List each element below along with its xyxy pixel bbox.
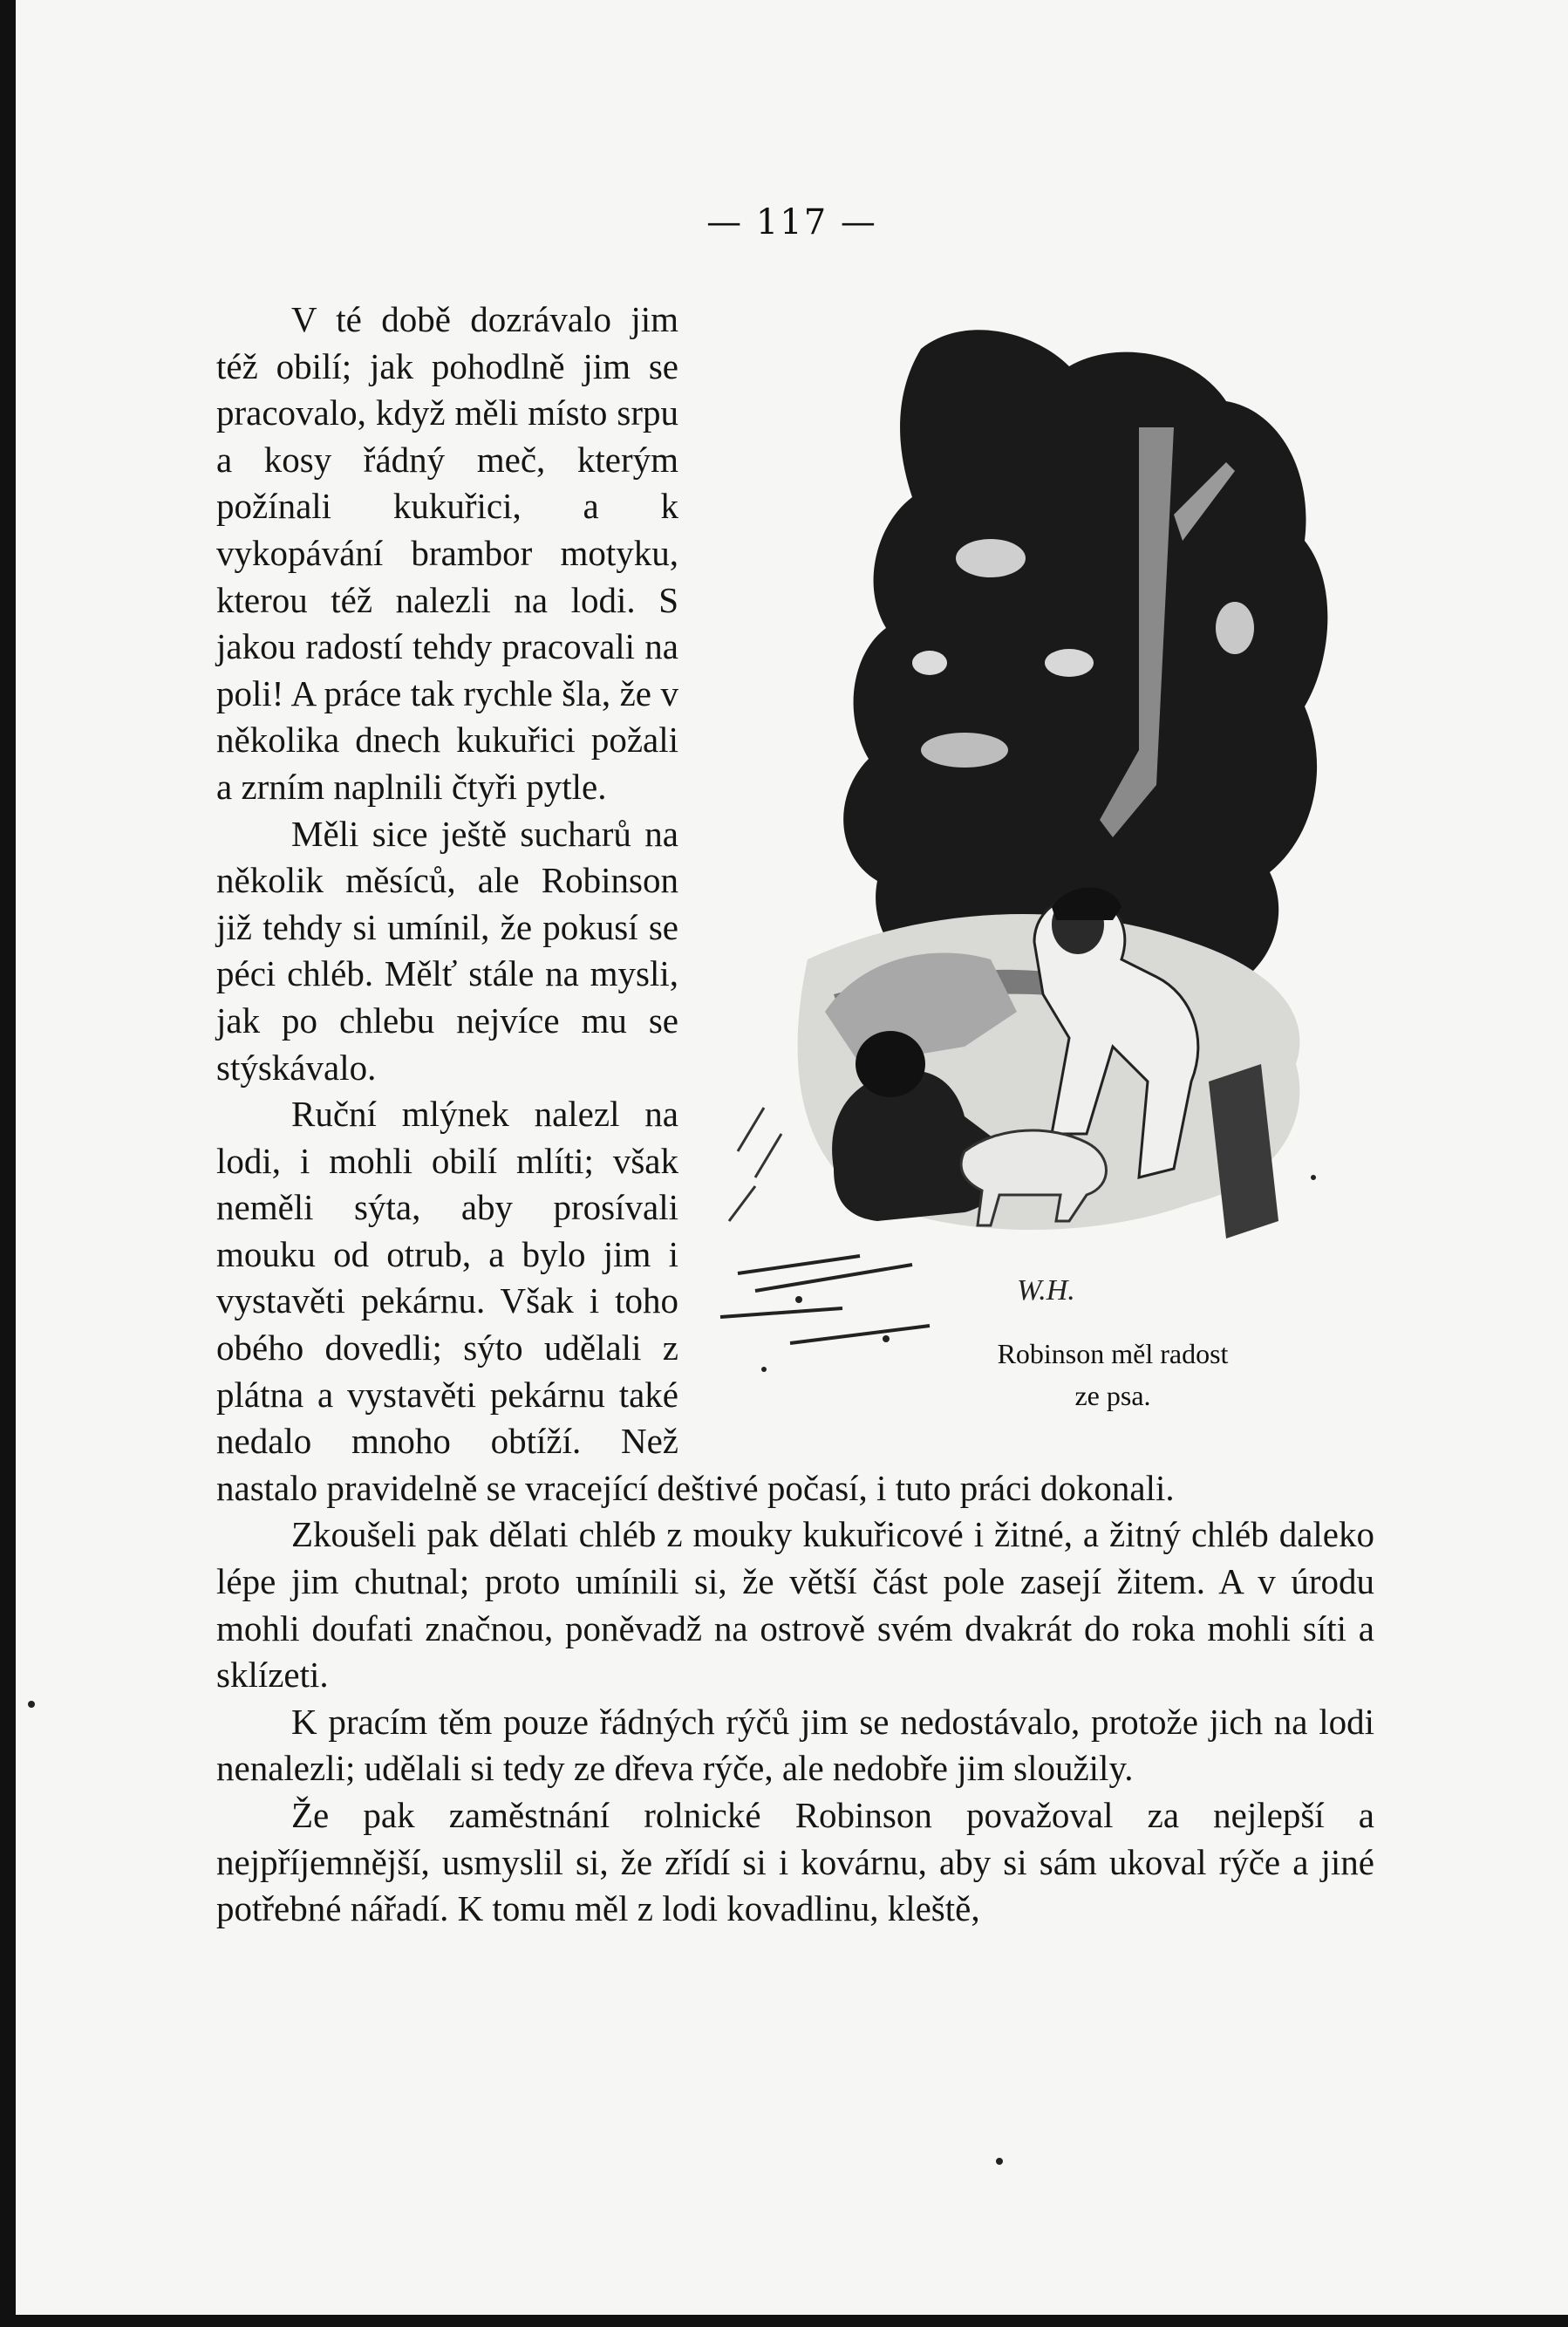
scan-speck [996, 2158, 1003, 2165]
caption-line-1: Robinson měl radost [997, 1338, 1229, 1369]
paragraph: K pracím těm pouze řádných rýčů jim se nedostávalo, protože jich na lodi nenalezli; udělali si tedy ze dřeva rýče, ale nedobře jim sloužily. [216, 1701, 1374, 1789]
paragraph: Měli sice ještě sucharů na několik měsíců, ale Robinson již tehdy si umínil, že pokusí se péci chléb. Mělť stále na mysli, jak po chlebu nejvíce mu se stýskávalo. [216, 813, 678, 1088]
scan-speck [28, 1701, 35, 1708]
caption-line-2: ze psa. [1074, 1380, 1151, 1411]
paragraph: Zkoušeli pak dělati chléb z mouky kukuřicové i žitné, a žitný chléb daleko lépe jim chutnal; proto umínili si, že větší část pole zasejí žitem. A v úrodu mohli doufati značnou, poněvadž na ostrově svém dvakrát do roka mohli síti a sklízeti. [216, 1514, 1374, 1696]
illustration [703, 297, 1383, 1457]
artist-signature: W.H. [1017, 1274, 1075, 1307]
paragraph: Že pak zaměstnání rolnické Robinson považoval za nejlepší a nejpříjemnější, usmyslil si, že zřídí si i kovárnu, aby si sám ukoval rýče a jiné potřebné nářadí. K tomu měl z lodi kovadlinu, kleště, [216, 1795, 1374, 1929]
paragraph: V té době dozrávalo jim též obilí; jak pohodlně jim se pracovalo, když měli místo srpu a kosy řádný meč, kterým požínali kukuřici, a k vykopávání brambor motyku, kterou též nalezli na lodi. S jakou radostí tehdy pracovali na poli! A práce tak rychle šla, že v několika dnech kukuřici požali a zrním naplnili čtyři pytle. [216, 299, 678, 807]
page-number: — 117 — [706, 202, 877, 242]
illustration-caption [851, 1333, 1374, 1416]
body-text [216, 297, 1374, 1933]
engraving-robinson-with-dog [703, 297, 1383, 1396]
paragraph: Ruční mlýnek nalezl na lodi, i mohli obilí mlíti; však neměli sýta, aby prosívali mouku od otrub, a bylo jim i vystavěti pekárnu. Však i toho obého dovedli; sýto udělali z plátna a vystavěti pekárnu také nedalo mnoho obtíží. Než nastalo pravidelně se vracející deštivé počasí, i tuto práci dokonali. [216, 1094, 1175, 1508]
